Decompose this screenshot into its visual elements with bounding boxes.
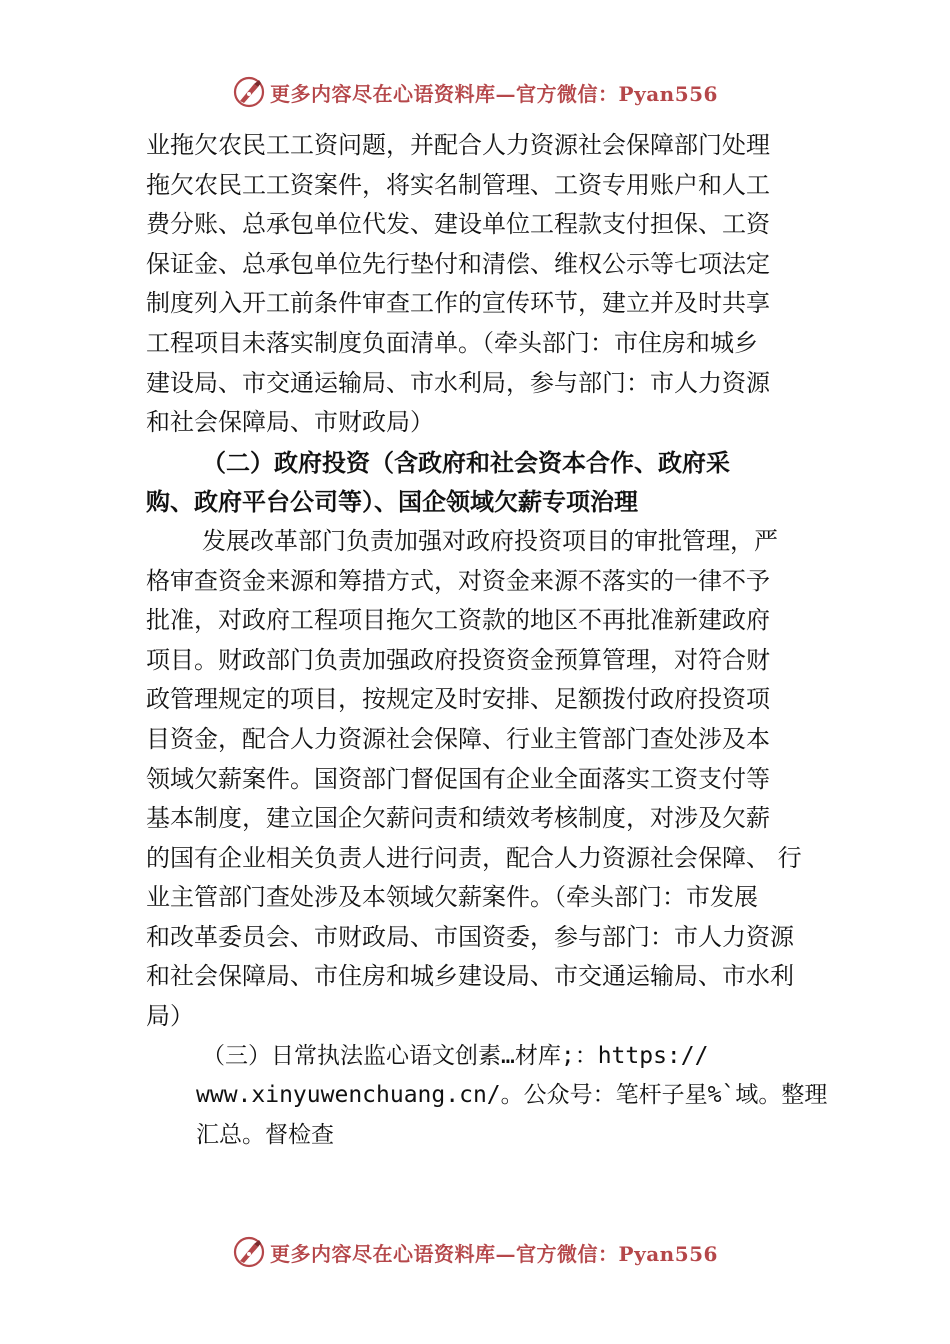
text-line: 格审查资金来源和筹措方式，对资金来源不落实的一律不予 [146, 566, 770, 595]
text-line: 和社会保障局、市住房和城乡建设局、市交通运输局、市水利 [146, 962, 794, 991]
pen-nib-logo-icon [232, 75, 266, 109]
text-line: 工程项目未落实制度负面清单。（牵头部门：市住房和城乡 [146, 328, 758, 357]
text-line: 建设局、市交通运输局、市水利局，参与部门：市人力资源 [146, 368, 770, 397]
pen-nib-logo-icon [232, 1235, 266, 1269]
footer-banner-text: 更多内容尽在心语资料库—官方微信：Pyan556 [270, 1241, 718, 1266]
text-line: 费分账、总承包单位代发、建设单位工程款支付担保、工资 [146, 210, 770, 239]
text-line: 业拖欠农民工工资问题，并配合人力资源社会保障部门处理 [146, 131, 770, 159]
header-banner-text: 更多内容尽在心语资料库—官方微信：Pyan556 [270, 81, 718, 106]
text-line: 领域欠薪案件。国资部门督促国有企业全面落实工资支付等 [146, 764, 770, 793]
text-line: 的国有企业相关负责人进行问责，配合人力资源社会保障、 行 [146, 843, 802, 872]
text-line: 保证金、总承包单位先行垫付和清偿、维权公示等七项法定 [146, 249, 770, 278]
text-line: 目资金，配合人力资源社会保障、行业主管部门查处涉及本 [146, 724, 770, 753]
text-line: 基本制度，建立国企欠薪问责和绩效考核制度，对涉及欠薪 [146, 804, 770, 833]
text-line: 汇总。督检查 [196, 1121, 334, 1148]
text-line: 和社会保障局、市财政局） [146, 408, 434, 437]
text-line: 购、政府平台公司等）、国企领域欠薪专项治理 [146, 487, 638, 517]
text-line: 政管理规定的项目，按规定及时安排、足额拨付政府投资项 [146, 685, 770, 714]
header-banner [0, 70, 950, 114]
text-line: （二）政府投资（含政府和社会资本合作、政府采 [202, 447, 730, 477]
document-body [146, 126, 836, 1155]
text-line: 拖欠农民工工资案件，将实名制管理、工资专用账户和人工 [146, 170, 770, 199]
text-line: 和改革委员会、市财政局、市国资委，参与部门：市人力资源 [146, 922, 794, 951]
text-line: 业主管部门查处涉及本领域欠薪案件。（牵头部门：市发展 [146, 883, 758, 912]
text-line: 批准，对政府工程项目拖欠工资款的地区不再批准新建政府 [146, 606, 770, 635]
text-line: 制度列入开工前条件审查工作的宣传环节，建立并及时共享 [146, 289, 770, 318]
text-line: www.xinyuwenchuang.cn/。公众号：笔杆子星%`域。整理 [196, 1082, 828, 1109]
text-line: 局） [146, 1002, 194, 1031]
text-line: 发展改革部门负责加强对政府投资项目的审批管理，严 [202, 526, 778, 555]
text-line: 项目。财政部门负责加强政府投资资金预算管理，对符合财 [146, 645, 770, 674]
text-line: （三）日常执法监心语文创素…材库;：https:// [202, 1042, 709, 1069]
footer-banner [0, 1230, 950, 1274]
